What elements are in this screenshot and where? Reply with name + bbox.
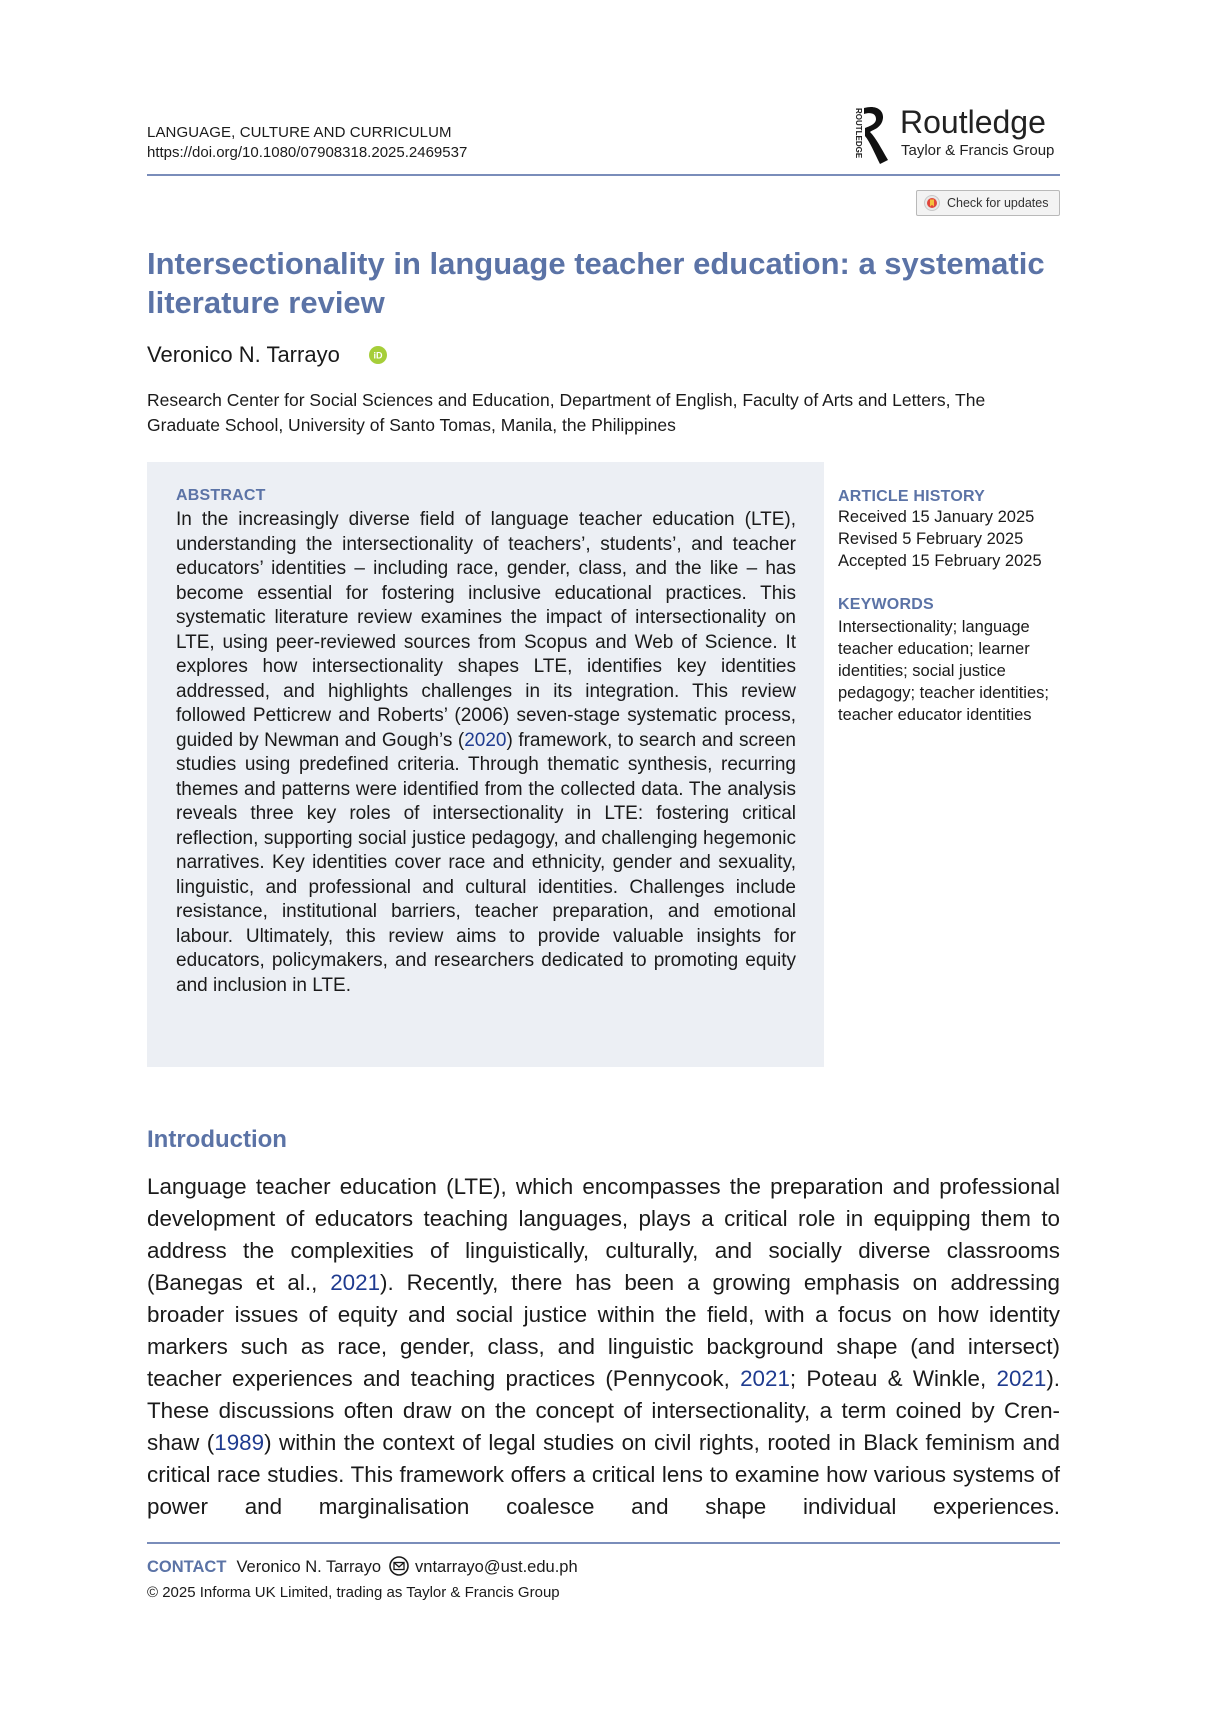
- introduction-text: [147, 1171, 1060, 1523]
- journal-name: LANGUAGE, CULTURE AND CURRICULUM: [147, 124, 452, 141]
- check-for-updates-label: Check for updates: [947, 196, 1049, 210]
- abstract-label: ABSTRACT: [176, 487, 266, 504]
- copyright-notice: © 2025 Informa UK Limited, trading as Taylor & Francis Group: [147, 1584, 560, 1601]
- contact-name: Veronico N. Tarrayo: [236, 1558, 382, 1576]
- received-date: Received 15 January 2025: [838, 508, 1035, 526]
- citation-link[interactable]: 1989: [214, 1430, 265, 1455]
- doi-link[interactable]: https://doi.org/10.1080/07908318.2025.2469537: [147, 144, 468, 161]
- author-affiliation: Research Center for Social Sciences and Education, Department of English, Faculty of Arts and Letters, The Graduate School, University of Santo Tomas, Manila, the Philippines: [147, 390, 986, 435]
- abstract-text: [176, 508, 796, 998]
- abstract-text-part: ) framework, to search and screen studies using predefined criteria. Through thematic synthesis, recurring themes and patterns were identified from the collected data. The analysis reveals three key roles of intersectionality in LTE: fostering critical reflection, supporting social justice pedagogy, and challenging hegemonic narratives. Key identities cover race and ethnicity, gender and sexuality, linguistic, and professional and cultural identities. Challenges include resistance, institutional barriers, teacher preparation, and emotional labour. Ultimately, this review aims to provide valuable insights for educators, policymakers, and researchers dedicated to promoting equity and inclusion in LTE.: [176, 729, 796, 996]
- intro-text-part: ). These discussions often draw on the concept of intersectionality, a term coined by Cren-shaw (: [147, 1366, 1060, 1455]
- keywords-label: KEYWORDS: [838, 596, 934, 613]
- routledge-logo: [848, 102, 1060, 166]
- article-history-label: ARTICLE HISTORY: [838, 488, 986, 505]
- check-for-updates-button[interactable]: [916, 190, 1060, 216]
- accepted-date: Accepted 15 February 2025: [838, 552, 1042, 570]
- author-name[interactable]: Veronico N. Tarrayo: [147, 342, 340, 367]
- introduction-heading: Introduction: [147, 1126, 287, 1153]
- contact-label: CONTACT: [147, 1558, 227, 1576]
- publisher-group: Taylor & Francis Group: [901, 142, 1055, 159]
- page-header: [147, 104, 1060, 180]
- abstract-box: [147, 462, 824, 1067]
- keywords-list: Intersectionality; language teacher education; learner identities; social justice pedagogy; teacher identities; teacher educator identities: [838, 618, 1049, 724]
- citation-link[interactable]: 2021: [740, 1366, 790, 1391]
- logo-side-text: ROUTLEDGE: [854, 108, 863, 159]
- citation-link[interactable]: 2020: [464, 729, 507, 751]
- article-page: [147, 0, 1060, 1723]
- crossmark-icon: [924, 195, 940, 211]
- intro-text-part: ). Recently, there has been a growing emphasis on addressing broader issues of equity and social justice within the field, with a focus on how identity markers such as race, gender, class, and linguistic background shape (and intersect) teacher experiences and teaching practices (Pennycook,: [147, 1270, 1060, 1391]
- revised-date: Revised 5 February 2025: [838, 530, 1024, 548]
- article-title: Intersectionality in language teacher education: a systematic literature review: [147, 246, 1045, 320]
- svg-text:iD: iD: [373, 350, 383, 361]
- header-divider: [147, 174, 1060, 176]
- email-icon: [389, 1556, 409, 1576]
- publisher-name: Routledge: [900, 104, 1046, 140]
- routledge-logo-icon: [848, 102, 894, 166]
- intro-text-part: ) within the context of legal studies on civil rights, rooted in Black feminism and critical race studies. This framework offers a critical lens to examine how various systems of power and marginalisation coalesce and shape individual experiences.: [147, 1430, 1060, 1519]
- abstract-text-part: In the increasingly diverse field of language teacher education (LTE), understanding the intersectionality of teachers’, students’, and teacher educators’ identities – including race, gender, class, and the like – has become essential for fostering inclusive educational practices. This systematic literature review examines the impact of intersectionality on LTE, using peer-reviewed sources from Scopus and Web of Science. It explores how intersectionality shapes LTE, identifies key identities addressed, and highlights challenges in its integration. This review followed Petticrew and Roberts’ (2006) seven-stage systematic process, guided by Newman and Gough’s (: [176, 509, 796, 751]
- contact-email[interactable]: vntarrayo@ust.edu.ph: [415, 1558, 578, 1576]
- contact-line: [147, 1556, 578, 1577]
- intro-text-part: Language teacher education (LTE), which encompasses the preparation and professional development of educators teaching languages, plays a critical role in equipping them to address the complexities of linguistically, culturally, and socially diverse classrooms (Banegas et al.,: [147, 1174, 1060, 1295]
- orcid-icon[interactable]: [369, 346, 387, 364]
- citation-link[interactable]: 2021: [996, 1366, 1047, 1391]
- intro-text-part: ; Poteau & Winkle,: [789, 1366, 997, 1391]
- footer-divider: [147, 1542, 1060, 1544]
- citation-link[interactable]: 2021: [330, 1270, 381, 1295]
